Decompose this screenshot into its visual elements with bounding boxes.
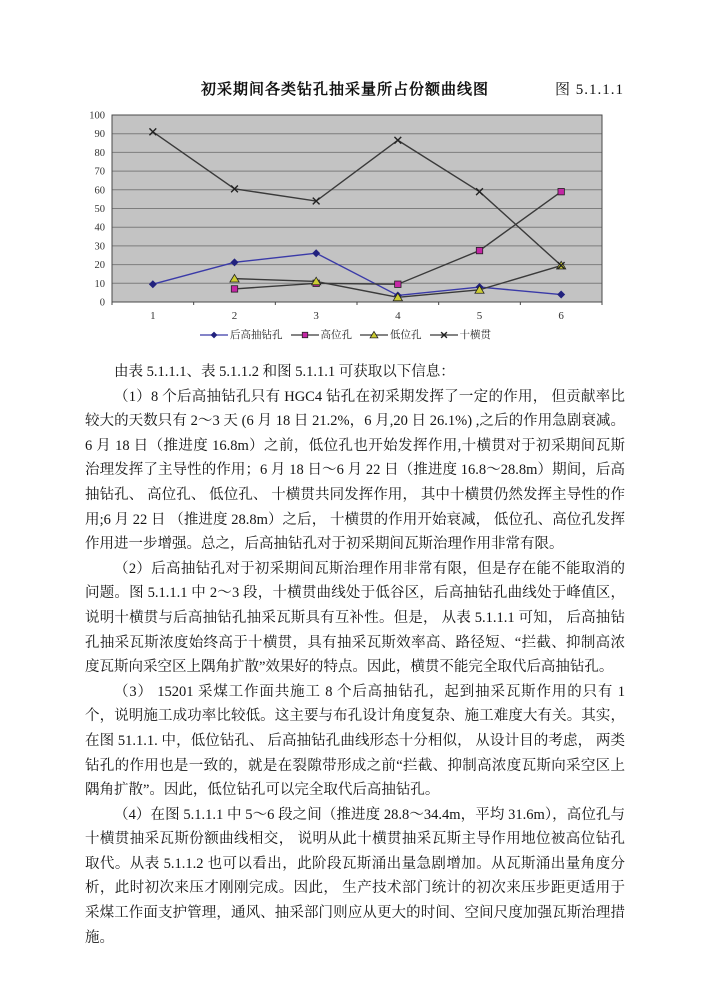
diamond-marker-icon xyxy=(199,329,229,341)
svg-text:40: 40 xyxy=(94,222,105,234)
svg-text:90: 90 xyxy=(94,129,105,141)
svg-text:2: 2 xyxy=(231,310,238,322)
paragraph-1: （1）8 个后高抽钻孔只有 HGC4 钻孔在初采期发挥了一定的作用， 但贡献率比较大的天数只有 2～3 天 (6 月 18 日 21.2%，6 月,20 日 26.1%) ,之后的作用急剧衰减。6 月 18 日（推进度 16.8m）之前，低位孔也开始发挥作用,十横贯对于初采期间瓦斯治理发挥了主导性的作用；6 月 18 日～6 月 22 日（推进度 16.8～28.8m）期间，后高抽钻孔、 高位孔、 低位孔、 十横贯共同发挥作用， 其中十横贯仍然发挥主导性的作用;6 月 22 日 （推进度 28.8m）之后， 十横贯的作用开始衰减， 低位孔、高位孔发挥作用进一步增强。总之，后高抽钻孔对于初采期间瓦斯治理作用非常有限。 xyxy=(85,388,625,553)
triangle-marker-icon xyxy=(359,329,389,341)
legend-label: 高位孔 xyxy=(320,330,352,341)
legend-label: 后高抽钻孔 xyxy=(230,330,283,341)
svg-text:3: 3 xyxy=(313,310,319,322)
svg-text:50: 50 xyxy=(94,204,105,215)
legend-item xyxy=(290,327,353,342)
line-chart xyxy=(57,105,657,325)
legend-item xyxy=(429,327,492,342)
chart-title: 初采期间各类钻孔抽采量所占份额曲线图 xyxy=(200,82,489,98)
svg-text:70: 70 xyxy=(94,166,105,178)
svg-text:0: 0 xyxy=(99,297,105,309)
svg-text:30: 30 xyxy=(94,241,105,253)
svg-text:80: 80 xyxy=(94,147,105,159)
chart-svg xyxy=(57,105,657,325)
legend-label: 低位孔 xyxy=(390,330,422,341)
body-text xyxy=(85,360,625,950)
svg-text:4: 4 xyxy=(395,310,401,322)
svg-text:20: 20 xyxy=(94,260,105,272)
legend-item xyxy=(199,327,283,342)
chart-legend xyxy=(0,327,690,342)
svg-text:60: 60 xyxy=(94,185,105,197)
x-marker-icon xyxy=(429,329,459,341)
paragraph-4: （4）在图 5.1.1.1 中 5～6 段之间（推进度 28.8～34.4m，平均 31.6m），高位孔与十横贯抽采瓦斯份额曲线相交， 说明从此十横贯抽采瓦斯主导作用地位被高位钻孔取代。从表 5.1.1.2 也可以看出，此阶段瓦斯涌出量急剧增加。从瓦斯涌出量角度分析，此时初次来压才刚刚完成。因此， 生产技术部门统计的初次来压步距更适用于采煤工作面支护管理，通风、抽采部门则应从更大的时间、空间尺度加强瓦斯治理措施。 xyxy=(85,806,625,946)
paragraph-2: （2）后高抽钻孔对于初采期间瓦斯治理作用非常有限，但是存在能不能取消的问题。图 5.1.1.1 中 2～3 段，十横贯曲线处于低谷区，后高抽钻孔曲线处于峰值区，说明十横贯与后高抽钻孔抽采瓦斯具有互补性。但是， 从表 5.1.1.1 可知， 后高抽钻孔抽采瓦斯浓度始终高于十横贯，具有抽采瓦斯效率高、路径短、“拦截、抑制高浓度瓦斯向采空区上隅角扩散”效果好的特点。因此，横贯不能完全取代后高抽钻孔。 xyxy=(85,560,625,676)
paragraph-3: （3） 15201 采煤工作面共施工 8 个后高抽钻孔，起到抽采瓦斯作用的只有 1 个，说明施工成功率比较低。这主要与布孔设计角度复杂、施工难度大有关。其实，在图 51.1.1. 中，低位钻孔、 后高抽钻孔曲线形态十分相似， 从设计目的考虑， 两类钻孔的作用也是一致的，就是在裂隙带形成之前“拦截、抑制高浓度瓦斯向采空区上隅角扩散”。因此，低位钻孔可以完全取代后高抽钻孔。 xyxy=(85,683,625,799)
legend-label: 十横贯 xyxy=(459,330,491,341)
svg-text:5: 5 xyxy=(476,310,483,322)
svg-text:10: 10 xyxy=(94,278,105,290)
intro-paragraph: 由表 5.1.1.1、表 5.1.1.2 和图 5.1.1.1 可获取以下信息： xyxy=(114,364,455,380)
svg-text:6: 6 xyxy=(558,310,564,322)
square-marker-icon xyxy=(290,329,320,341)
figure-label: 图 5.1.1.1 xyxy=(555,82,625,98)
x-axis-labels xyxy=(112,302,602,322)
svg-text:1: 1 xyxy=(150,310,156,322)
y-axis-labels xyxy=(89,111,105,309)
svg-text:100: 100 xyxy=(89,110,105,122)
legend-item xyxy=(359,327,422,342)
